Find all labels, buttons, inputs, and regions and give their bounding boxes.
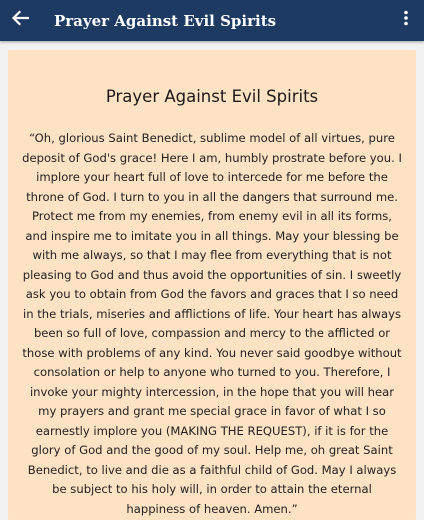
prayer-text: “Oh, glorious Saint Benedict, sublime model of all virtues, pure deposit of God's grace! Here I am, humbly prostrate before you. I implore your heart full of love to intercede for me before the throne of God. I turn to you in all the dangers that surround me. Protect me from my enemies, from enemy evil in all its forms, and inspire me to imitate you in all things. May your blessing be with me always, so that I may flee from everything that is not pleasing to God and thus avoid the opportunities of sin. I sweetly ask you to obtain from God the favors and graces that I so need in the trials, miseries and afflictions of life. Your heart has always been so full of love, compassion and mercy to the afflicted or those with problems of any kind. You never said goodbye without consolation or help to anyone who turned to you. Therefore, I invoke your mighty intercession, in the hope that you will hear my prayers and grant me special grace in favor of what I so earnestly implore you (MAKING THE REQUEST), if it is for the glory of God and the good of my soul. Help me, oh great Saint Benedict, to live and die as a faithful child of God. May I always be subject to his holy will, in order to attain the eternal happiness of heaven. Amen.” [22,131,402,516]
arrow-left-icon [11,10,29,31]
app-bar-title: Prayer Against Evil Spirits [54,11,277,30]
more-vertical-icon [403,10,409,31]
prayer-card [8,50,416,520]
app-bar [0,0,424,41]
overflow-menu-button[interactable] [394,0,418,41]
prayer-heading: Prayer Against Evil Spirits [105,87,319,106]
back-button[interactable] [0,0,40,41]
